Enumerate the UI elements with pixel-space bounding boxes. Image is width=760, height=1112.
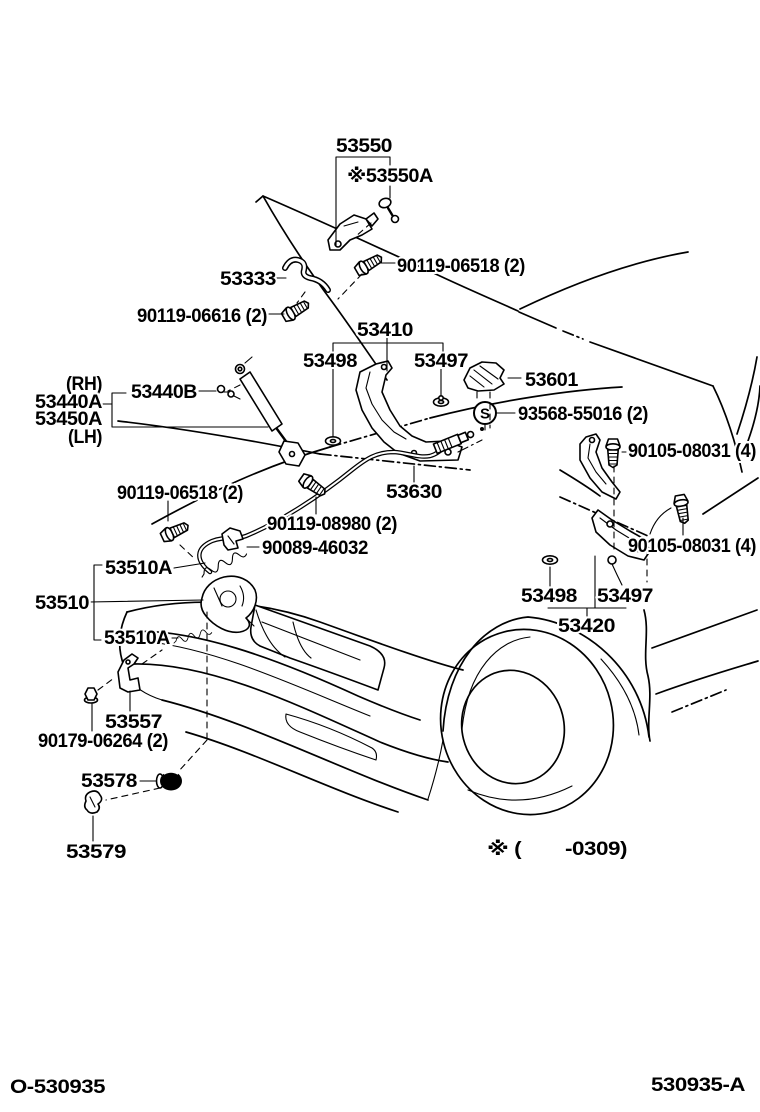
s-mark [474,402,496,424]
production-note: ※ ( -0309) [487,839,628,860]
washer-53498-left [326,437,341,445]
label-53550: 53550 [336,136,392,157]
bolt-90119-08980 [297,472,328,500]
label-90119-06518-mid: 90119-06518 (2) [117,483,244,504]
bolt-90119-06518-mid [159,519,191,544]
hood-stay-53440a [236,357,306,466]
label-53578: 53578 [81,771,137,792]
label-90089-46032: 90089-46032 [262,538,368,559]
label-53510a-top: 53510A [105,558,173,579]
label-53630: 53630 [386,482,442,503]
label-53579: 53579 [66,842,126,863]
bolt-90105-08031-top [606,439,620,468]
washer-53498-right [543,556,558,564]
label-53450a: 53450A [35,409,103,430]
hood-support-rod-53333 [285,260,328,290]
diagram-code-left: O-530935 [10,1077,106,1098]
bolt-90119-06616 [280,297,312,323]
clip-53579 [85,791,102,813]
pin-53497-right [608,556,616,564]
label-53497-left: 53497 [414,351,468,372]
nut-90179 [85,688,98,703]
label-90119-06518-top: 90119-06518 (2) [397,256,526,277]
label-90119-06616: 90119-06616 (2) [137,306,268,327]
label-53333: 53333 [220,269,276,290]
car-body-outline [118,196,760,833]
label-53498-left: 53498 [303,351,357,372]
label-53410: 53410 [357,320,413,341]
label-lh: (LH) [68,427,103,448]
lock-spring-top-53510a [199,549,249,578]
label-93568-55016: 93568-55016 (2) [518,404,649,425]
label-53510: 53510 [35,593,89,614]
bolt-90119-06518-top [353,251,385,277]
label-53440a: 53440A [35,392,103,413]
label-53550a: ※53550A [347,166,434,187]
labels-layer [35,136,756,863]
hood-lock-53510 [201,576,256,632]
lock-spring-bottom-53510a [173,628,213,644]
label-53497-right: 53497 [597,586,653,607]
label-90119-08980: 90119-08980 (2) [267,514,398,535]
footer [10,1075,746,1098]
hood-stopper-clip-53550a [378,197,399,223]
nut-53497-left [434,396,449,406]
label-90105-08031-bottom: 90105-08031 (4) [628,536,757,557]
label-53498-right: 53498 [521,586,577,607]
label-53510a-bottom: 53510A [104,628,171,649]
label-53601: 53601 [525,370,579,391]
bolt-90105-08031-bottom [673,494,692,524]
diagram-code-right: 530935-A [651,1075,746,1096]
stay-clip-53440b [218,386,241,400]
label-53440b: 53440B [131,382,197,403]
label-90179-06264: 90179-06264 (2) [38,731,169,752]
s-mark-letter: S [479,405,491,423]
label-53420: 53420 [558,616,615,637]
cable-clamp-90089 [222,528,243,550]
label-rh: (RH) [66,374,103,395]
label-53557: 53557 [105,712,162,733]
cowl-clip-53601 [464,362,504,391]
label-90105-08031-top: 90105-08031 (4) [628,441,757,462]
